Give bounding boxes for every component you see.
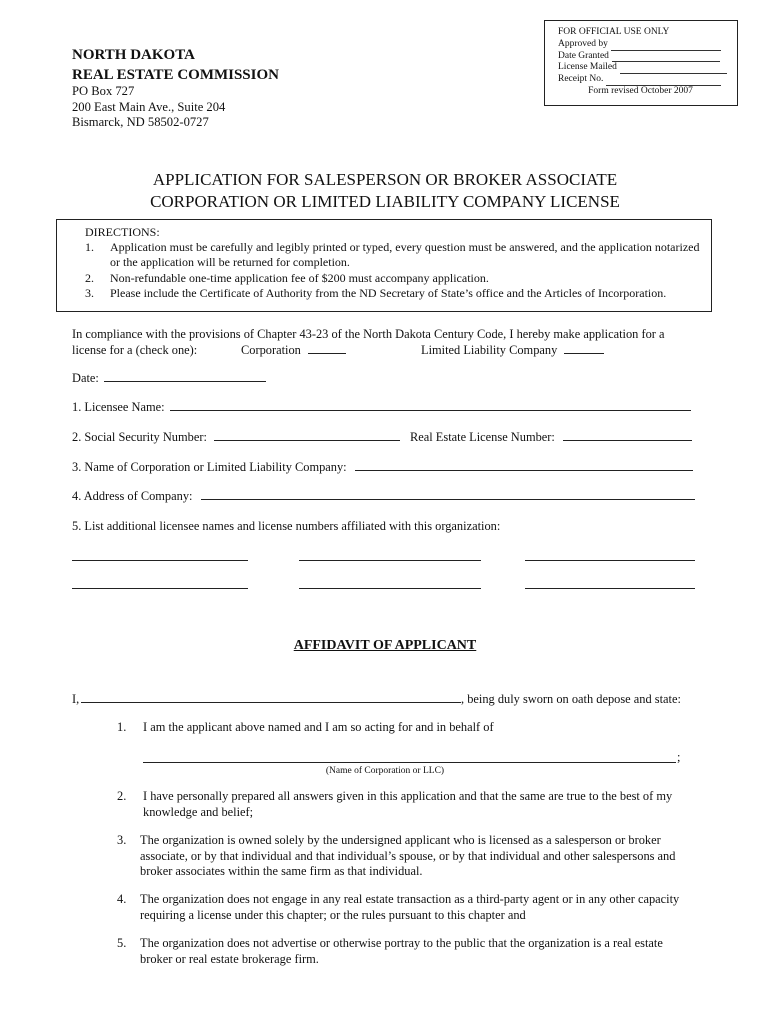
- official-use-title: FOR OFFICIAL USE ONLY: [558, 27, 670, 37]
- direction-item: [85, 286, 711, 301]
- direction-text: Non-refundable one-time application fee of $200 must accompany application.: [110, 270, 489, 285]
- company-address-label: 4. Address of Company:: [72, 489, 193, 503]
- additional-licensee-field[interactable]: [72, 588, 248, 589]
- statement-number: 1.: [117, 720, 127, 734]
- ssn-field[interactable]: [214, 440, 400, 441]
- additional-licensee-field[interactable]: [299, 588, 481, 589]
- direction-item: [85, 240, 711, 270]
- affiant-name-field[interactable]: [81, 702, 461, 703]
- statement-text: I have personally prepared all answers given in this application and that the same are true to the best of my knowledge and belief;: [143, 789, 673, 819]
- receipt-no-line[interactable]: [606, 76, 721, 86]
- direction-text: Application must be carefully and legibly printed or typed, every question must be answered, and the application notarized or the application will be returned for completion.: [110, 240, 700, 270]
- licensee-name-field[interactable]: [170, 410, 691, 411]
- commission-name-line2: REAL ESTATE COMMISSION: [72, 67, 279, 83]
- corporation-check-line[interactable]: [308, 342, 346, 354]
- licensee-name-label: 1. Licensee Name:: [72, 400, 165, 414]
- approved-by-label: Approved by: [558, 38, 608, 49]
- date-granted-label: Date Granted: [558, 50, 609, 61]
- date-label: Date:: [72, 371, 99, 385]
- affidavit-sworn-text: , being duly sworn on oath depose and state:: [461, 692, 681, 706]
- commission-address: [72, 84, 225, 131]
- direction-number: 2.: [85, 270, 94, 285]
- form-title-line1: APPLICATION FOR SALESPERSON OR BROKER ASSOCIATE: [152, 170, 618, 189]
- llc-option[interactable]: [421, 342, 604, 358]
- company-address-field[interactable]: [201, 499, 695, 500]
- approved-by-line[interactable]: [611, 41, 721, 51]
- date-field[interactable]: [104, 381, 266, 382]
- statement-text: The organization does not advertise or otherwise portray to the public that the organization is a real estate broker or real estate brokerage firm.: [140, 936, 663, 966]
- direction-text: Please include the Certificate of Authority from the ND Secretary of State’s office and the Articles of Incorporation.: [110, 285, 667, 300]
- affidavit-heading: AFFIDAVIT OF APPLICANT: [293, 638, 477, 653]
- corporation-option-label: Corporation: [241, 343, 301, 357]
- direction-item: [85, 271, 711, 286]
- additional-licensee-field[interactable]: [525, 588, 695, 589]
- date-granted-row: [558, 51, 737, 63]
- address-line1: PO Box 727: [72, 84, 135, 98]
- form-title: [0, 169, 770, 213]
- corp-name-field[interactable]: [355, 470, 693, 471]
- license-mailed-line[interactable]: [620, 64, 727, 74]
- direction-number: 3.: [85, 285, 94, 300]
- llc-option-label: Limited Liability Company: [421, 343, 558, 357]
- compliance-line2: [72, 342, 197, 358]
- compliance-line1: In compliance with the provisions of Chapter 43-23 of the North Dakota Century Code, I hereby make application for a: [72, 327, 665, 341]
- receipt-no-row: [558, 74, 737, 86]
- license-number-field[interactable]: [563, 440, 692, 441]
- form-title-line2: CORPORATION OR LIMITED LIABILITY COMPANY LICENSE: [150, 192, 620, 211]
- corp-name-label: 3. Name of Corporation or Limited Liability Company:: [72, 460, 347, 474]
- license-mailed-label: License Mailed: [558, 62, 617, 73]
- date-granted-line[interactable]: [612, 52, 720, 62]
- statement-text: The organization does not engage in any real estate transaction as a third-party agent or in any other capacity requiring a license under this chapter; or the rules pursuant to this chapter and: [140, 892, 680, 922]
- receipt-no-label: Receipt No.: [558, 74, 604, 85]
- commission-name-line1: NORTH DAKOTA: [72, 47, 195, 63]
- statement-text: The organization is owned solely by the undersigned applicant who is licensed as a salesperson or broker associate, or by that individual and that individual’s spouse, or by that individual and other salespersons and broker associates within the same firm as that individual.: [140, 833, 676, 878]
- official-use-box: [544, 20, 738, 106]
- additional-licensee-field[interactable]: [72, 560, 248, 561]
- organization-name-field[interactable]: [143, 762, 676, 763]
- statement-text: I am the applicant above named and I am so acting for and in behalf of: [143, 720, 494, 734]
- additional-licensee-field[interactable]: [525, 560, 695, 561]
- commission-name: [72, 45, 279, 85]
- statement-number: 5.: [117, 936, 127, 950]
- additional-licensee-field[interactable]: [299, 560, 481, 561]
- license-number-label: Real Estate License Number:: [410, 430, 555, 444]
- directions-box: [56, 219, 712, 312]
- statement-number: 3.: [117, 833, 127, 847]
- llc-check-line[interactable]: [564, 342, 604, 354]
- ssn-label: 2. Social Security Number:: [72, 430, 207, 444]
- form-revised-note: Form revised October 2007: [588, 85, 693, 96]
- additional-licensees-label: 5. List additional licensee names and license numbers affiliated with this organization:: [72, 519, 501, 533]
- affidavit-i-label: I,: [72, 692, 80, 706]
- statement-number: 2.: [117, 789, 127, 803]
- approved-by-row: [558, 39, 737, 51]
- license-mailed-row: [558, 62, 737, 74]
- license-type-prompt: license for a (check one):: [72, 343, 198, 357]
- address-line3: Bismarck, ND 58502-0727: [72, 115, 209, 130]
- direction-number: 1.: [85, 240, 94, 255]
- corporation-option[interactable]: [241, 342, 346, 358]
- address-line2: 200 East Main Ave., Suite 204: [72, 99, 226, 114]
- org-name-caption: (Name of Corporation or LLC): [325, 766, 445, 776]
- semicolon: ;: [677, 750, 681, 764]
- statement-number: 4.: [117, 892, 127, 906]
- directions-heading: DIRECTIONS:: [85, 225, 160, 239]
